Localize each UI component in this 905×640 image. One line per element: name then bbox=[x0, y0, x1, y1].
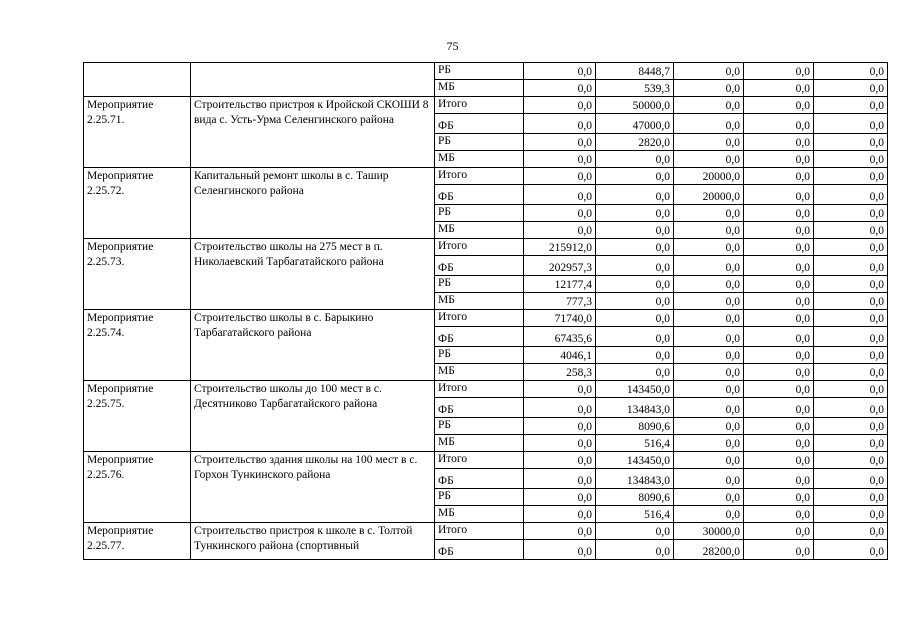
value-cell: 0,0 bbox=[814, 293, 888, 310]
value-cell: 0,0 bbox=[814, 151, 888, 168]
value-cell: 0,0 bbox=[744, 185, 814, 205]
value-cell: 0,0 bbox=[814, 239, 888, 256]
value-cell: 0,0 bbox=[524, 381, 596, 398]
value-cell: 0,0 bbox=[744, 523, 814, 540]
source-cell: РБ bbox=[435, 63, 524, 80]
value-cell: 0,0 bbox=[744, 327, 814, 347]
value-cell: 0,0 bbox=[524, 506, 596, 523]
value-cell: 0,0 bbox=[674, 398, 744, 418]
value-cell: 0,0 bbox=[596, 205, 674, 222]
value-cell: 0,0 bbox=[814, 435, 888, 452]
value-cell: 0,0 bbox=[814, 185, 888, 205]
value-cell: 0,0 bbox=[674, 418, 744, 435]
value-cell: 0,0 bbox=[524, 185, 596, 205]
value-cell: 0,0 bbox=[744, 364, 814, 381]
value-cell: 0,0 bbox=[674, 435, 744, 452]
table-row bbox=[84, 310, 888, 327]
value-cell: 0,0 bbox=[744, 435, 814, 452]
measure-name-cell: Мероприятие 2.25.74. bbox=[84, 310, 191, 381]
source-cell: ФБ bbox=[435, 540, 524, 560]
value-cell: 0,0 bbox=[744, 506, 814, 523]
source-cell: РБ bbox=[435, 134, 524, 151]
value-cell: 0,0 bbox=[596, 239, 674, 256]
value-cell: 0,0 bbox=[674, 293, 744, 310]
source-cell: МБ bbox=[435, 151, 524, 168]
value-cell: 0,0 bbox=[674, 239, 744, 256]
value-cell: 4046,1 bbox=[524, 347, 596, 364]
value-cell: 0,0 bbox=[814, 364, 888, 381]
value-cell: 0,0 bbox=[674, 80, 744, 97]
value-cell: 0,0 bbox=[814, 523, 888, 540]
source-cell: РБ bbox=[435, 205, 524, 222]
value-cell: 0,0 bbox=[674, 327, 744, 347]
table-row bbox=[84, 239, 888, 256]
value-cell: 0,0 bbox=[674, 63, 744, 80]
value-cell: 71740,0 bbox=[524, 310, 596, 327]
measure-name-cell: Мероприятие 2.25.75. bbox=[84, 381, 191, 452]
value-cell: 0,0 bbox=[524, 134, 596, 151]
value-cell: 30000,0 bbox=[674, 523, 744, 540]
value-cell: 0,0 bbox=[814, 114, 888, 134]
value-cell: 50000,0 bbox=[596, 97, 674, 114]
value-cell: 0,0 bbox=[814, 398, 888, 418]
value-cell: 8090,6 bbox=[596, 489, 674, 506]
value-cell: 0,0 bbox=[814, 276, 888, 293]
value-cell: 0,0 bbox=[596, 293, 674, 310]
value-cell: 0,0 bbox=[674, 114, 744, 134]
source-cell: Итого bbox=[435, 381, 524, 398]
value-cell: 0,0 bbox=[814, 80, 888, 97]
value-cell: 0,0 bbox=[596, 327, 674, 347]
value-cell: 0,0 bbox=[524, 151, 596, 168]
source-cell: РБ bbox=[435, 276, 524, 293]
value-cell: 0,0 bbox=[744, 205, 814, 222]
source-cell: МБ bbox=[435, 80, 524, 97]
value-cell: 0,0 bbox=[524, 418, 596, 435]
value-cell: 8448,7 bbox=[596, 63, 674, 80]
value-cell: 0,0 bbox=[814, 168, 888, 185]
value-cell: 0,0 bbox=[674, 489, 744, 506]
table-row bbox=[84, 452, 888, 469]
value-cell: 12177,4 bbox=[524, 276, 596, 293]
value-cell: 0,0 bbox=[744, 452, 814, 469]
value-cell: 0,0 bbox=[744, 293, 814, 310]
value-cell: 0,0 bbox=[674, 452, 744, 469]
value-cell: 0,0 bbox=[596, 364, 674, 381]
value-cell: 0,0 bbox=[674, 205, 744, 222]
value-cell: 0,0 bbox=[596, 276, 674, 293]
table-row bbox=[84, 63, 888, 80]
source-cell: Итого bbox=[435, 523, 524, 540]
table-row bbox=[84, 97, 888, 114]
value-cell: 0,0 bbox=[524, 80, 596, 97]
value-cell: 0,0 bbox=[744, 63, 814, 80]
measure-description-cell: Строительство пристроя к Иройской СКОШИ 8 вида с. Усть-Урма Селенгинского района bbox=[191, 97, 435, 168]
value-cell: 0,0 bbox=[814, 205, 888, 222]
value-cell: 0,0 bbox=[744, 80, 814, 97]
value-cell: 0,0 bbox=[814, 134, 888, 151]
value-cell: 0,0 bbox=[814, 63, 888, 80]
measure-name-cell bbox=[84, 63, 191, 97]
value-cell: 143450,0 bbox=[596, 452, 674, 469]
value-cell: 0,0 bbox=[524, 452, 596, 469]
value-cell: 0,0 bbox=[524, 205, 596, 222]
source-cell: Итого bbox=[435, 239, 524, 256]
value-cell: 0,0 bbox=[744, 310, 814, 327]
value-cell: 202957,3 bbox=[524, 256, 596, 276]
value-cell: 0,0 bbox=[674, 97, 744, 114]
value-cell: 0,0 bbox=[814, 506, 888, 523]
value-cell: 0,0 bbox=[596, 151, 674, 168]
value-cell: 0,0 bbox=[524, 489, 596, 506]
value-cell: 0,0 bbox=[674, 134, 744, 151]
measure-name-cell: Мероприятие 2.25.72. bbox=[84, 168, 191, 239]
value-cell: 0,0 bbox=[524, 222, 596, 239]
value-cell: 0,0 bbox=[744, 418, 814, 435]
measure-description-cell: Строительство пристроя к школе в с. Толтой Тункинского района (спортивный bbox=[191, 523, 435, 560]
value-cell: 0,0 bbox=[674, 381, 744, 398]
value-cell: 0,0 bbox=[814, 540, 888, 560]
source-cell: МБ bbox=[435, 222, 524, 239]
value-cell: 0,0 bbox=[814, 469, 888, 489]
value-cell: 8090,6 bbox=[596, 418, 674, 435]
value-cell: 0,0 bbox=[524, 540, 596, 560]
value-cell: 0,0 bbox=[744, 97, 814, 114]
value-cell: 0,0 bbox=[744, 239, 814, 256]
table-row bbox=[84, 381, 888, 398]
value-cell: 2820,0 bbox=[596, 134, 674, 151]
value-cell: 0,0 bbox=[814, 418, 888, 435]
value-cell: 0,0 bbox=[744, 347, 814, 364]
value-cell: 0,0 bbox=[524, 398, 596, 418]
value-cell: 47000,0 bbox=[596, 114, 674, 134]
value-cell: 0,0 bbox=[524, 114, 596, 134]
value-cell: 0,0 bbox=[596, 222, 674, 239]
source-cell: МБ bbox=[435, 293, 524, 310]
value-cell: 0,0 bbox=[596, 310, 674, 327]
table-row bbox=[84, 523, 888, 540]
value-cell: 0,0 bbox=[596, 347, 674, 364]
value-cell: 0,0 bbox=[674, 364, 744, 381]
value-cell: 0,0 bbox=[744, 168, 814, 185]
source-cell: ФБ bbox=[435, 327, 524, 347]
value-cell: 0,0 bbox=[814, 310, 888, 327]
value-cell: 0,0 bbox=[596, 256, 674, 276]
value-cell: 0,0 bbox=[674, 506, 744, 523]
value-cell: 777,3 bbox=[524, 293, 596, 310]
source-cell: Итого bbox=[435, 452, 524, 469]
value-cell: 539,3 bbox=[596, 80, 674, 97]
source-cell: МБ bbox=[435, 506, 524, 523]
source-cell: ФБ bbox=[435, 256, 524, 276]
measure-name-cell: Мероприятие 2.25.71. bbox=[84, 97, 191, 168]
page-number: 75 bbox=[446, 39, 459, 53]
measure-name-cell: Мероприятие 2.25.77. bbox=[84, 523, 191, 560]
value-cell: 0,0 bbox=[674, 469, 744, 489]
measure-description-cell: Капитальный ремонт школы в с. Ташир Селенгинского района bbox=[191, 168, 435, 239]
value-cell: 0,0 bbox=[814, 97, 888, 114]
value-cell: 0,0 bbox=[524, 97, 596, 114]
measure-description-cell bbox=[191, 63, 435, 97]
value-cell: 0,0 bbox=[744, 151, 814, 168]
value-cell: 516,4 bbox=[596, 506, 674, 523]
value-cell: 0,0 bbox=[814, 452, 888, 469]
measure-description-cell: Строительство здания школы на 100 мест в с. Горхон Тункинского района bbox=[191, 452, 435, 523]
value-cell: 0,0 bbox=[744, 381, 814, 398]
value-cell: 0,0 bbox=[744, 256, 814, 276]
value-cell: 0,0 bbox=[524, 435, 596, 452]
value-cell: 516,4 bbox=[596, 435, 674, 452]
source-cell: ФБ bbox=[435, 185, 524, 205]
source-cell: МБ bbox=[435, 364, 524, 381]
source-cell: РБ bbox=[435, 418, 524, 435]
table-body bbox=[84, 63, 888, 560]
source-cell: РБ bbox=[435, 347, 524, 364]
value-cell: 215912,0 bbox=[524, 239, 596, 256]
value-cell: 0,0 bbox=[814, 256, 888, 276]
measure-description-cell: Строительство школы в с. Барыкино Тарбагатайского района bbox=[191, 310, 435, 381]
value-cell: 0,0 bbox=[674, 310, 744, 327]
source-cell: ФБ bbox=[435, 398, 524, 418]
source-cell: Итого bbox=[435, 97, 524, 114]
value-cell: 28200,0 bbox=[674, 540, 744, 560]
value-cell: 0,0 bbox=[814, 489, 888, 506]
value-cell: 0,0 bbox=[596, 168, 674, 185]
source-cell: РБ bbox=[435, 489, 524, 506]
value-cell: 20000,0 bbox=[674, 168, 744, 185]
value-cell: 0,0 bbox=[524, 168, 596, 185]
value-cell: 0,0 bbox=[674, 151, 744, 168]
value-cell: 0,0 bbox=[814, 327, 888, 347]
source-cell: ФБ bbox=[435, 114, 524, 134]
value-cell: 258,3 bbox=[524, 364, 596, 381]
value-cell: 0,0 bbox=[596, 185, 674, 205]
value-cell: 0,0 bbox=[744, 276, 814, 293]
value-cell: 0,0 bbox=[524, 523, 596, 540]
value-cell: 0,0 bbox=[814, 381, 888, 398]
source-cell: Итого bbox=[435, 168, 524, 185]
value-cell: 134843,0 bbox=[596, 469, 674, 489]
value-cell: 0,0 bbox=[674, 347, 744, 364]
measure-description-cell: Строительство школы на 275 мест в п. Николаевский Тарбагатайского района bbox=[191, 239, 435, 310]
value-cell: 134843,0 bbox=[596, 398, 674, 418]
value-cell: 0,0 bbox=[744, 489, 814, 506]
value-cell: 0,0 bbox=[744, 469, 814, 489]
value-cell: 0,0 bbox=[524, 469, 596, 489]
source-cell: Итого bbox=[435, 310, 524, 327]
value-cell: 20000,0 bbox=[674, 185, 744, 205]
value-cell: 0,0 bbox=[744, 222, 814, 239]
value-cell: 0,0 bbox=[744, 398, 814, 418]
value-cell: 0,0 bbox=[814, 222, 888, 239]
table-row bbox=[84, 168, 888, 185]
measure-name-cell: Мероприятие 2.25.73. bbox=[84, 239, 191, 310]
value-cell: 0,0 bbox=[814, 347, 888, 364]
value-cell: 0,0 bbox=[674, 222, 744, 239]
value-cell: 67435,6 bbox=[524, 327, 596, 347]
budget-table bbox=[83, 62, 888, 560]
value-cell: 0,0 bbox=[596, 540, 674, 560]
value-cell: 0,0 bbox=[744, 540, 814, 560]
value-cell: 0,0 bbox=[744, 134, 814, 151]
source-cell: МБ bbox=[435, 435, 524, 452]
value-cell: 0,0 bbox=[596, 523, 674, 540]
value-cell: 0,0 bbox=[674, 276, 744, 293]
value-cell: 0,0 bbox=[524, 63, 596, 80]
value-cell: 0,0 bbox=[744, 114, 814, 134]
value-cell: 143450,0 bbox=[596, 381, 674, 398]
measure-description-cell: Строительство школы до 100 мест в с. Десятниково Тарбагатайского района bbox=[191, 381, 435, 452]
source-cell: ФБ bbox=[435, 469, 524, 489]
measure-name-cell: Мероприятие 2.25.76. bbox=[84, 452, 191, 523]
value-cell: 0,0 bbox=[674, 256, 744, 276]
